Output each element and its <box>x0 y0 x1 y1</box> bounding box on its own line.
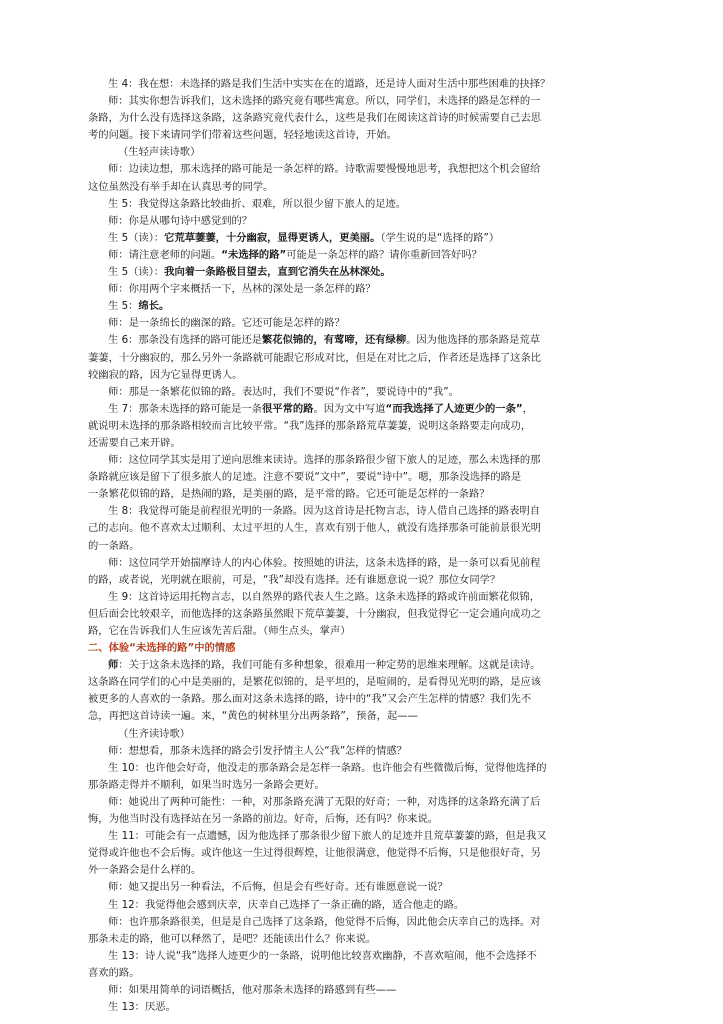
continuation-line <box>88 691 637 708</box>
text-segment: 一条繁花似锦的路，是热闹的路，是美丽的路，是平常的路。它还可能是怎样的一条路？ <box>88 488 490 501</box>
paragraph-line <box>88 76 637 93</box>
paragraph-line <box>88 401 637 418</box>
continuation-line <box>88 606 637 623</box>
text-segment: （生轻声读诗歌） <box>118 146 201 159</box>
continuation-line <box>88 965 637 982</box>
continuation-line <box>88 811 637 828</box>
continuation-line <box>88 179 637 196</box>
continuation-line <box>88 127 637 144</box>
text-segment: 师：这位同学开始揣摩诗人的内心体验。按照她的讲法，这条未选择的路，是一条可以看见前程 <box>108 556 541 569</box>
text-segment: 悔，为他当时没有选择站在另一条路的前边。好奇，后悔，还有吗？你来说。 <box>88 813 439 826</box>
text-segment: 生 13：诗人说“我”选择人迹更少的一条路，说明他比较喜欢幽静，不喜欢喧闹，他不会选择不 <box>108 949 537 962</box>
section-heading <box>88 640 637 657</box>
text-segment: 还需要自己来开辟。 <box>88 436 181 449</box>
paragraph-line <box>88 982 637 999</box>
text-segment: 己的志向。他不喜欢太过顺利、太过平坦的人生，喜欢有别于他人，就没有选择那条可能前景很光明 <box>88 522 542 535</box>
paragraph-line <box>88 247 637 264</box>
paragraph-line <box>88 332 637 349</box>
text-segment: 那条路走得并不顺利，如果当时选另一条路会更好。 <box>88 778 325 791</box>
bold-quote: 绵长。 <box>138 300 170 313</box>
paragraph-line <box>88 298 637 315</box>
text-segment: 生 5：我觉得这条路比较曲折、艰难，所以很少留下旅人的足迹。 <box>108 197 407 210</box>
paragraph-line <box>88 948 637 965</box>
continuation-line <box>88 418 637 435</box>
text-segment: 外一条路会是什么样的。 <box>88 864 202 877</box>
text-segment: 就说明未选择的那条路相较而言比较平常。“我”选择的那条路荒草萋萋，说明这条路要走向成功， <box>88 419 532 432</box>
continuation-line <box>88 572 637 589</box>
paragraph-line <box>88 999 637 1016</box>
text-segment: 萋萋，十分幽寂的，那么另外一条路就可能跟它形成对比，但是在对比之后，作者还是选择了这条比 <box>88 351 542 364</box>
text-segment: 生 10：也许他会好奇，他没走的那条路会是怎样一条路。也许他会有些微微后悔，觉得他选择的 <box>108 761 547 774</box>
text-segment: 可能是一条怎样的路？请你重新回答好吗？ <box>286 248 482 261</box>
text-segment: 的路，或者说，光明就在眼前，可是，“我”却没有选择。还有谁愿意说一说？那位女同学？ <box>88 573 501 586</box>
continuation-line <box>88 469 637 486</box>
text-segment: 生 11：可能会有一点遗憾，因为他选择了那条很少留下旅人的足迹并且荒草萋萋的路，但是我又 <box>108 830 547 843</box>
continuation-line <box>88 538 637 555</box>
text-segment: 路，它在告诉我们人生应该先苦后甜。（师生点头，掌声） <box>88 625 351 637</box>
text-segment: 师：她说出了两种可能性：一种，对那条路充满了无限的好奇；一种，对选择的这条路充满了后 <box>108 795 541 808</box>
text-segment: 生 12：我觉得他会感到庆幸，庆幸自己选择了一条正确的路，适合他走的路。 <box>108 898 465 911</box>
text-segment: 师：你用两个字来概括一下，丛林的深处是一条怎样的路？ <box>108 283 376 296</box>
text-segment: 这条路在同学们的心中是美丽的，是繁花似锦的，是平坦的，是喧闹的，是看得见光明的路，是应该 <box>88 676 542 689</box>
text-segment: （生齐读诗歌） <box>118 727 191 740</box>
text-segment: 师：是一条绵长的幽深的路。它还可能是怎样的路？ <box>108 317 345 330</box>
bold-quote: “而我选择了人迹更少的一条” <box>385 402 523 415</box>
paragraph-line <box>88 230 637 247</box>
paragraph-line <box>88 281 637 298</box>
text-segment: 师：请注意老师的问题。 <box>108 248 222 261</box>
paragraph-line <box>88 897 637 914</box>
paragraph-line <box>88 315 637 332</box>
continuation-line <box>88 623 637 640</box>
continuation-line <box>88 674 637 691</box>
continuation-line <box>88 708 637 725</box>
text-segment: 那条未走的路，他可以释然了，是吧？还能读出什么？你来说。 <box>88 932 377 945</box>
text-segment: ， <box>522 402 533 415</box>
text-segment: 生 7：那条未选择的路可能是一条 <box>108 402 262 415</box>
bold-quote: 它荒草萋萋，十分幽寂，显得更诱人，更美丽。 <box>164 231 381 244</box>
text-segment: 师：她又提出另一种看法，不后悔，但是会有些好奇。还有谁愿意说一说？ <box>108 881 448 894</box>
text-segment: 生 5： <box>108 300 139 313</box>
text-segment: 师：如果用简单的词语概括，他对那条未选择的路感到有些—— <box>108 983 397 996</box>
text-segment: 条路，为什么没有选择这条路，这条路究竟代表什么，这些是我们在阅读这首诗的时候需要自己去思 <box>88 112 542 125</box>
paragraph-line <box>88 161 637 178</box>
bold-quote: 很平常的路 <box>261 402 314 415</box>
text-segment: 喜欢的路。 <box>88 966 140 979</box>
continuation-line <box>88 931 637 948</box>
text-segment: 师：其实你想告诉我们，这未选择的路究竟有哪些寓意。所以，同学们，未选择的路是怎样的一 <box>108 95 541 108</box>
text-segment: 被更多的人喜欢的一条路。那么面对这条未选择的路，诗中的“我”又会产生怎样的情感？我们先不 <box>88 693 532 706</box>
text-segment: 生 5（读）： <box>108 231 165 244</box>
text-segment: 师：边读边想，那未选择的路可能是一条怎样的路。诗歌需要慢慢地思考，我想把这个机会留给 <box>108 163 541 176</box>
text-segment: 这位虽然没有举手却在认真思考的同学。 <box>88 180 274 193</box>
paragraph-line <box>88 879 637 896</box>
text-segment: 觉得或许他也不会后悔。或许他这一生过得很辉煌，让他很满意，他觉得不后悔，只是他很好奇，另 <box>88 847 542 860</box>
continuation-line <box>88 110 637 127</box>
text-segment: 师：也许那条路很美，但是是自己选择了这条路，他觉得不后悔，因此他会庆幸自己的选择。对 <box>108 915 541 928</box>
text-segment: 。因为他选择的那条路是荒草 <box>406 334 540 347</box>
paragraph-line <box>88 657 637 674</box>
continuation-line <box>88 486 637 503</box>
bold-quote: 师 <box>108 659 119 672</box>
paragraph-line <box>88 93 637 110</box>
paragraph-line <box>88 452 637 469</box>
text-segment: 但后面会比较艰辛，而他选择的这条路虽然眼下荒草萋萋，十分幽寂，但我觉得它一定会通向成功之 <box>88 607 542 620</box>
text-segment: ：关于这条未选择的路，我们可能有多种想象，很难用一种定势的思维来理解。这就是读诗。 <box>118 659 541 672</box>
lesson-transcript <box>88 76 637 1016</box>
continuation-line <box>88 435 637 452</box>
text-segment: 生 13：厌恶。 <box>108 1001 176 1014</box>
paragraph-line <box>88 555 637 572</box>
paragraph-line <box>88 213 637 230</box>
stage-direction <box>88 144 637 161</box>
text-segment: 二、体验“未选择的路”中的情感 <box>88 642 236 655</box>
text-segment: 师：想想看，那条未选择的路会引发抒情主人公“我”怎样的情感？ <box>108 744 407 757</box>
continuation-line <box>88 367 637 384</box>
paragraph-line <box>88 914 637 931</box>
continuation-line <box>88 777 637 794</box>
text-segment: 条路就应该是留下了很多旅人的足迹。注意不要说“文中”，要说“诗中”。嗯，那条没选择的路是 <box>88 471 522 484</box>
text-segment: 师：你是从哪句诗中感觉到的？ <box>108 214 253 227</box>
text-segment: 。因为文中写道 <box>313 402 386 415</box>
text-segment: （学生说的是“选择的路”） <box>380 231 500 244</box>
continuation-line <box>88 520 637 537</box>
text-segment: 考的问题。接下来请同学们带着这些问题，轻轻地读这首诗，开始。 <box>88 129 397 142</box>
text-segment: 师：这位同学其实是用了逆向思维来读诗。选择的那条路很少留下旅人的足迹，那么未选择的那 <box>108 454 541 467</box>
paragraph-line <box>88 589 637 606</box>
text-segment: 生 9：这首诗运用托物言志，以自然界的路代表人生之路。这条未选择的路或许前面繁花似锦， <box>108 590 540 603</box>
paragraph-line <box>88 760 637 777</box>
text-segment: 急，再把这首诗读一遍。来，“黄色的树林里分出两条路”，预备，起—— <box>88 710 418 723</box>
text-segment: 较幽寂的路，因为它显得更诱人。 <box>88 368 243 381</box>
text-segment: 的一条路。 <box>88 539 140 552</box>
text-segment: 生 5（读）： <box>108 266 165 279</box>
continuation-line <box>88 845 637 862</box>
text-segment: 生 8：我觉得可能是前程很光明的一条路。因为这首诗是托物言志，诗人借自己选择的路表明自 <box>108 505 540 518</box>
text-segment: 生 6：那条没有选择的路可能还是 <box>108 334 262 347</box>
paragraph-line <box>88 794 637 811</box>
paragraph-line <box>88 264 637 281</box>
continuation-line <box>88 862 637 879</box>
paragraph-line <box>88 503 637 520</box>
bold-quote: 繁花似锦的，有莺啼，还有绿柳 <box>261 334 407 347</box>
paragraph-line <box>88 743 637 760</box>
continuation-line <box>88 350 637 367</box>
paragraph-line <box>88 384 637 401</box>
paragraph-line <box>88 828 637 845</box>
bold-quote: 我向着一条路极目望去，直到它消失在丛林深处。 <box>164 266 391 279</box>
text-segment: 师：那是一条繁花似锦的路。表达时，我们不要说“作者”，要说诗中的“我”。 <box>108 385 459 398</box>
stage-direction <box>88 726 637 743</box>
text-segment: 生 4：我在想：未选择的路是我们生活中实实在在的道路，还是诗人面对生活中那些困难的抉择？ <box>108 78 551 90</box>
paragraph-line <box>88 196 637 213</box>
bold-quote: “未选择的路” <box>221 248 287 261</box>
